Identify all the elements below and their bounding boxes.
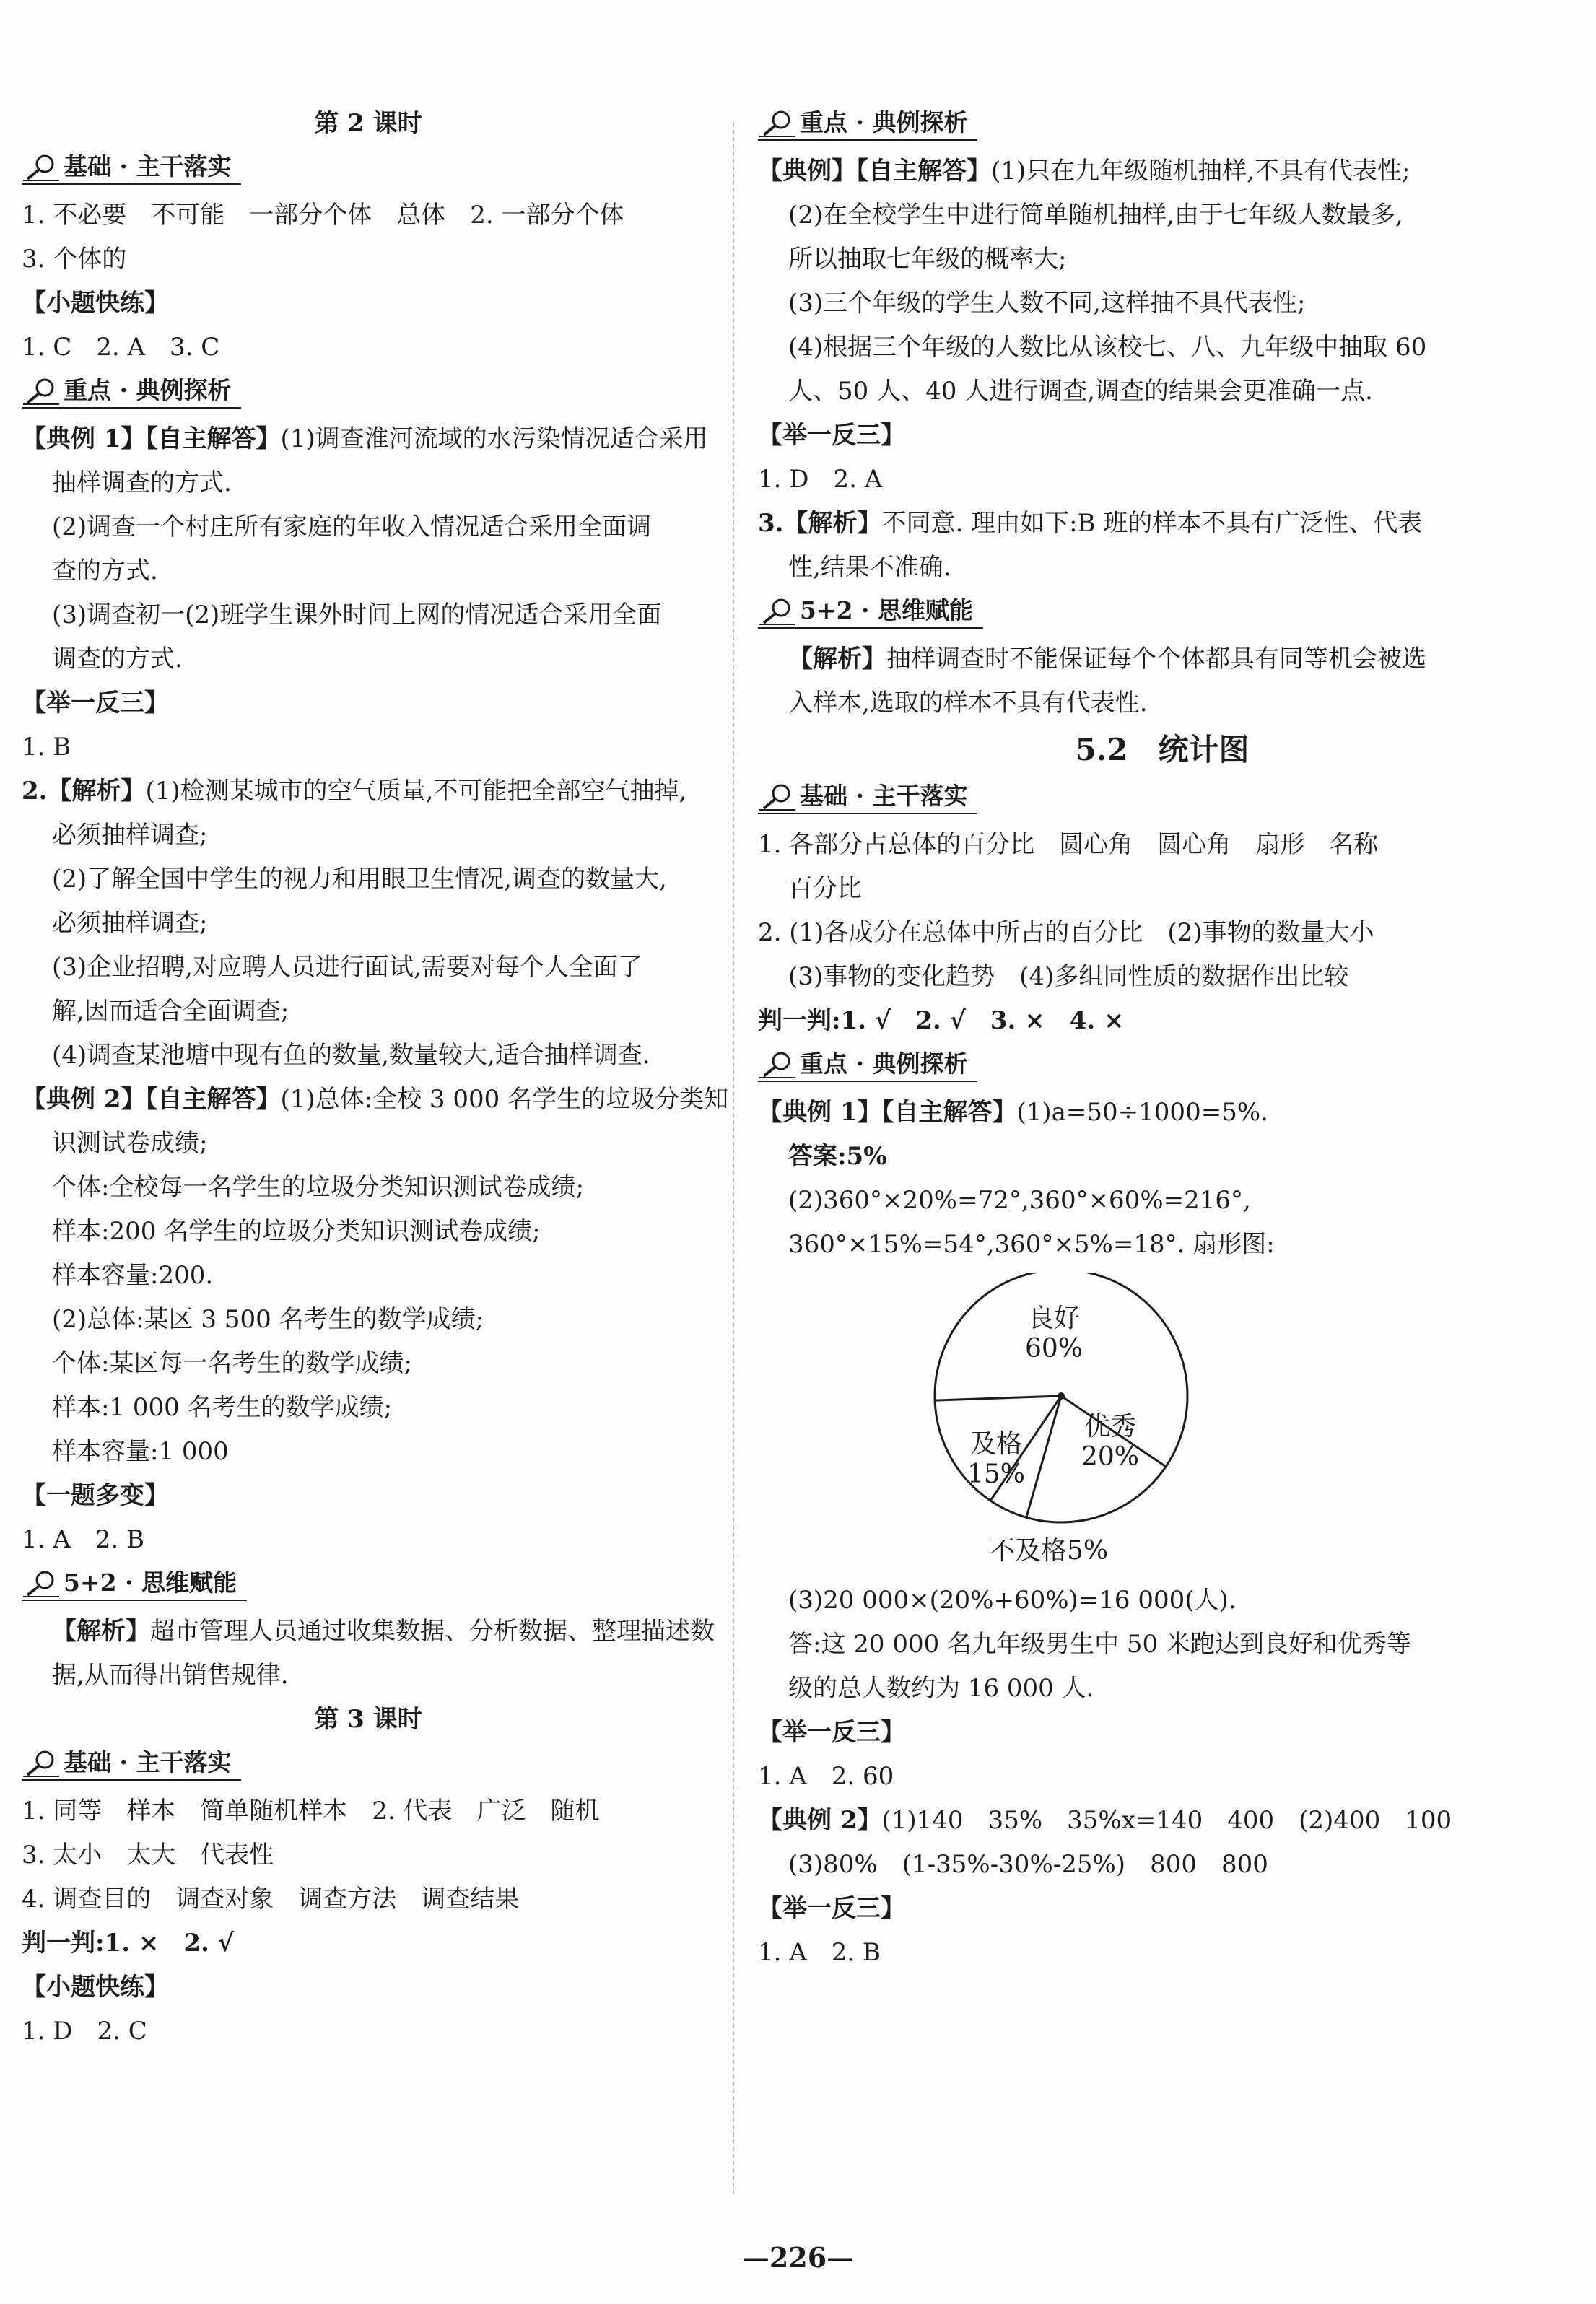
answer-line: [22, 424, 715, 454]
answer-line: 入样本,选取的样本不具有代表性.: [788, 689, 1148, 717]
answer-line: 据,从而得出销售规律.: [52, 1661, 289, 1690]
answer-line: 1. 各部分占总体的百分比 圆心角 圆心角 扇形 名称: [758, 830, 1379, 859]
answer-line: (3)调查初一(2)班学生课外时间上网的情况适合采用全面: [52, 601, 662, 629]
magnifier-icon: [758, 782, 795, 811]
subsection-tag: 【举一反三】: [758, 421, 905, 450]
slice-label-excellent: [1081, 1412, 1139, 1472]
answer-line: 1. D 2. A: [758, 465, 883, 494]
answer-line: 所以抽取七年级的概率大;: [788, 245, 1067, 274]
answer-line: 4. 调查目的 调查对象 调查方法 调查结果: [22, 1885, 520, 1914]
answer-line: 判一判:1. × 2. √: [22, 1929, 235, 1958]
section-label: 5+2 · 思维赋能: [64, 1568, 237, 1597]
answer-line: 人、50 人、40 人进行调查,调查的结果会更准确一点.: [788, 377, 1373, 406]
answer-text: 不同意. 理由如下:B 班的样本不具有广泛性、代表: [881, 509, 1423, 538]
answer-line: (2)360°×20%=72°,360°×60%=216°,: [788, 1186, 1251, 1215]
answer-line: 查的方式.: [52, 557, 158, 585]
page-number: —226—: [741, 2241, 855, 2274]
answer-text: (1)总体:全校 3 000 名学生的垃圾分类知: [280, 1085, 729, 1114]
answer-line: 样本容量:1 000: [52, 1437, 229, 1466]
answer-line: (4)根据三个年级的人数比从该校七、八、九年级中抽取 60: [788, 333, 1427, 362]
answer-line: [22, 1084, 729, 1114]
magnifier-icon: [22, 377, 59, 406]
answer-line: 3. 太小 太大 代表性: [22, 1841, 274, 1869]
answer-line: 百分比: [788, 874, 862, 903]
slice-percent: 15%: [967, 1459, 1026, 1489]
answer-line: 1. A 2. 60: [758, 1762, 894, 1791]
answer-line: [758, 508, 1566, 538]
subsection-tag: 【小题快练】: [22, 289, 169, 318]
section-key-header: [758, 1050, 977, 1082]
answer-line: 识测试卷成绩;: [52, 1129, 208, 1158]
magnifier-icon: [22, 153, 59, 182]
magnifier-icon: [758, 1050, 795, 1079]
answer-line: 1. A 2. B: [758, 1938, 881, 1967]
right-column: [758, 108, 1566, 1981]
example-tag: 【典例 1】【自主解答】: [758, 1098, 1017, 1127]
answer-text: (1)检测某城市的空气质量,不可能把全部空气抽掉,: [145, 777, 687, 806]
answer-line: 1. 不必要 不可能 一部分个体 总体 2. 一部分个体: [22, 201, 624, 230]
section-key-header: [22, 376, 241, 409]
answer-line: (3)事物的变化趋势 (4)多组同性质的数据作出比较: [788, 962, 1349, 991]
slice-name: 良好: [1028, 1304, 1081, 1333]
section-label: 基础 · 主干落实: [64, 1748, 232, 1776]
lesson-2-title: 第 2 课时: [314, 109, 422, 138]
analysis-tag: 2.【解析】: [22, 777, 146, 806]
section-label: 5+2 · 思维赋能: [800, 596, 974, 624]
example-tag: 【典例】【自主解答】: [758, 157, 991, 186]
section-label: 重点 · 典例探析: [800, 1050, 968, 1078]
subsection-tag: 【小题快练】: [22, 1973, 169, 2002]
slice-name: 优秀: [1084, 1412, 1137, 1441]
analysis-tag: 【解析】: [52, 1617, 150, 1646]
section-label: 重点 · 典例探析: [800, 108, 968, 136]
section-label: 重点 · 典例探析: [64, 376, 232, 404]
analysis-tag: 【解析】: [788, 645, 886, 673]
magnifier-icon: [758, 109, 795, 138]
section-label: 基础 · 主干落实: [64, 152, 232, 180]
answer-line: (2)了解全国中学生的视力和用眼卫生情况,调查的数量大,: [52, 865, 667, 894]
answer-text: (1)只在九年级随机抽样,不具有代表性;: [991, 157, 1410, 186]
left-column: [22, 108, 729, 2060]
slice-name: 及格: [970, 1429, 1023, 1459]
lesson-3-title: 第 3 课时: [314, 1705, 422, 1734]
answer-line: (2)在全校学生中进行简单随机抽样,由于七年级人数最多,: [788, 201, 1403, 230]
section-think-header: [758, 596, 983, 629]
answer-line: 必须抽样调查;: [52, 821, 208, 850]
chapter-title: 5.2 统计图: [1075, 732, 1250, 767]
answer-line: 调查的方式.: [52, 645, 183, 673]
answer-line: 360°×15%=54°,360°×5%=18°. 扇形图:: [788, 1230, 1275, 1259]
answer-line: [758, 1805, 1566, 1836]
example-tag: 【典例 1】【自主解答】: [22, 424, 281, 453]
answer-line: 1. A 2. B: [22, 1525, 145, 1554]
answer-line: (4)调查某池塘中现有鱼的数量,数量较大,适合抽样调查.: [52, 1041, 650, 1070]
answer-line: 样本:200 名学生的垃圾分类知识测试卷成绩;: [52, 1217, 541, 1246]
answer-line: 1. B: [22, 733, 71, 762]
answer-text: 超市管理人员通过收集数据、分析数据、整理描述数: [150, 1617, 715, 1646]
magnifier-icon: [22, 1749, 59, 1778]
answer-line: 3. 个体的: [22, 245, 127, 274]
answer-text: (1)调查淮河流域的水污染情况适合采用: [280, 424, 708, 453]
subsection-tag: 【举一反三】: [758, 1894, 905, 1923]
answer-line: (3)80% (1-35%-30%-25%) 800 800: [788, 1850, 1268, 1879]
section-label: 基础 · 主干落实: [800, 782, 968, 810]
answer-line: 抽样调查的方式.: [52, 468, 232, 497]
answer-line: 个体:某区每一名考生的数学成绩;: [52, 1349, 412, 1378]
answer-line: (3)企业招聘,对应聘人员进行面试,需要对每个人全面了: [52, 953, 642, 982]
slice-label-fail: 不及格5%: [989, 1536, 1109, 1566]
analysis-tag: 3.【解析】: [758, 509, 882, 538]
section-key-header: [758, 108, 977, 141]
answer-line: (2)总体:某区 3 500 名考生的数学成绩;: [52, 1305, 484, 1334]
answer-text: (1)140 35% 35%x=140 400 (2)400 100: [881, 1806, 1452, 1835]
answer-line: (3)20 000×(20%+60%)=16 000(人).: [788, 1586, 1237, 1615]
answer-line: 1. C 2. A 3. C: [22, 333, 220, 362]
answer-line: 性,结果不准确.: [788, 553, 951, 582]
answer-line: 答:这 20 000 名九年级男生中 50 米跑达到良好和优秀等: [788, 1630, 1411, 1659]
section-basic-header: [22, 152, 241, 185]
example-tag: 【典例 2】: [758, 1806, 882, 1835]
section-basic-header: [22, 1748, 241, 1781]
subsection-tag: 【举一反三】: [758, 1718, 905, 1747]
column-divider: [733, 123, 734, 2194]
pie-center: [1058, 1392, 1065, 1400]
slice-label-pass: [967, 1429, 1025, 1490]
example-tag: 【典例 2】【自主解答】: [22, 1085, 281, 1114]
section-basic-header: [758, 782, 977, 814]
answer-line: 2. (1)各成分在总体中所占的百分比 (2)事物的数量大小: [758, 918, 1374, 947]
section-think-header: [22, 1568, 247, 1601]
pie-chart: [924, 1273, 1242, 1576]
answer-line: [22, 776, 715, 806]
answer-line: (3)三个年级的学生人数不同,这样抽不具代表性;: [788, 289, 1306, 318]
slice-percent: 20%: [1081, 1442, 1140, 1472]
answer-line: 样本容量:200.: [52, 1261, 214, 1290]
answer-text: 抽样调查时不能保证每个个体都具有同等机会被选: [886, 645, 1426, 673]
answer-line: 答案:5%: [788, 1142, 887, 1171]
answer-line: 解,因而适合全面调查;: [52, 997, 289, 1026]
answer-line: [758, 156, 1566, 186]
answer-text: (1)a=50÷1000=5%.: [1016, 1098, 1268, 1127]
answer-line: 级的总人数约为 16 000 人.: [788, 1674, 1094, 1703]
slice-label-good: [1025, 1304, 1083, 1364]
answer-line: 1. 同等 样本 简单随机样本 2. 代表 广泛 随机: [22, 1797, 600, 1825]
answer-line: 样本:1 000 名考生的数学成绩;: [52, 1393, 393, 1422]
answer-line: 必须抽样调查;: [52, 909, 208, 938]
answer-line: 个体:全校每一名学生的垃圾分类知识测试卷成绩;: [52, 1173, 584, 1202]
answer-line: 判一判:1. √ 2. √ 3. × 4. ×: [758, 1006, 1125, 1035]
slice-percent: 60%: [1025, 1334, 1083, 1363]
subsection-tag: 【举一反三】: [22, 689, 169, 717]
answer-line: [22, 1616, 715, 1646]
magnifier-icon: [22, 1569, 59, 1598]
answer-line: [758, 644, 1566, 674]
magnifier-icon: [758, 597, 795, 626]
answer-line: [758, 1097, 1566, 1127]
pie-boundary-良好: [935, 1396, 1061, 1400]
subsection-tag: 【一题多变】: [22, 1481, 169, 1510]
pie-boundary-不及格: [1026, 1396, 1061, 1517]
answer-line: 1. D 2. C: [22, 2017, 147, 2046]
answer-line: (2)调查一个村庄所有家庭的年收入情况适合采用全面调: [52, 512, 652, 541]
